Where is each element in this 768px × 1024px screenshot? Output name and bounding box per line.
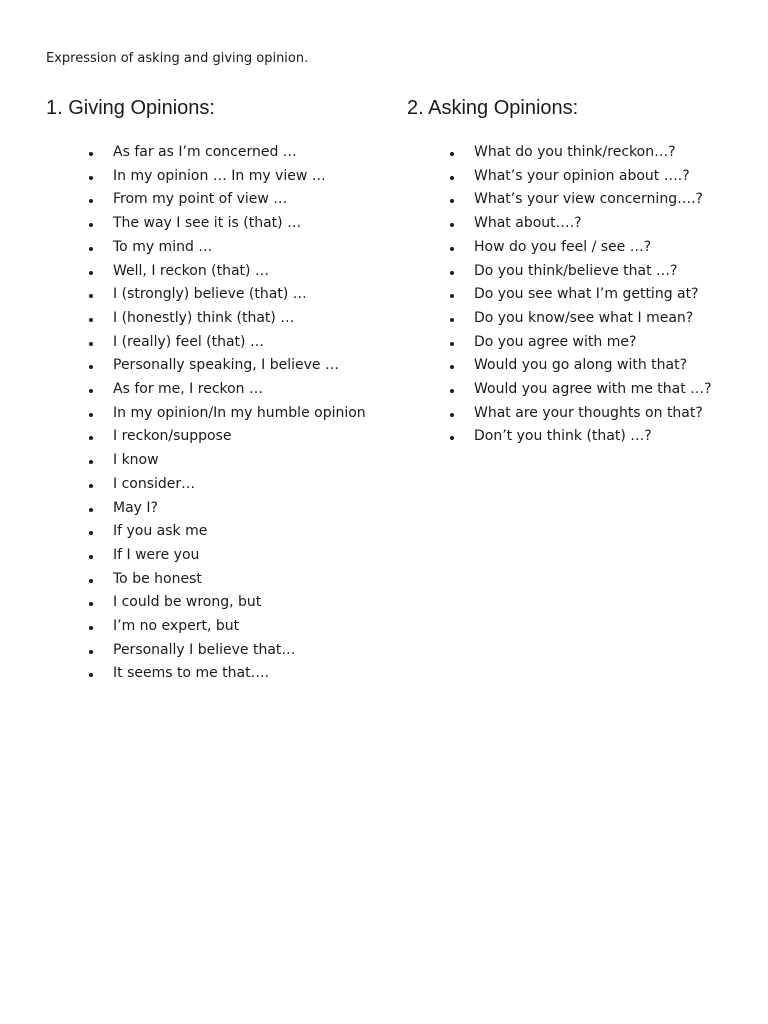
list-item xyxy=(407,378,737,402)
bullet-icon xyxy=(89,318,93,322)
list-item xyxy=(46,354,376,378)
list-item xyxy=(407,141,737,165)
bullet-icon xyxy=(89,484,93,488)
list-item-text: Well, I reckon (that) … xyxy=(113,262,269,279)
bullet-icon xyxy=(450,247,454,251)
list-item xyxy=(46,141,376,165)
list-item xyxy=(46,188,376,212)
list-item xyxy=(407,307,737,331)
bullet-icon xyxy=(89,413,93,417)
bullet-icon xyxy=(89,176,93,180)
bullet-icon xyxy=(450,223,454,227)
list-item-text: I (really) feel (that) … xyxy=(113,333,264,350)
bullet-icon xyxy=(450,199,454,203)
list-item-text: If I were you xyxy=(113,546,200,563)
list-item-text: As far as I’m concerned … xyxy=(113,144,297,160)
list-item xyxy=(46,591,376,615)
bullet-icon xyxy=(89,247,93,251)
bullet-icon xyxy=(89,436,93,440)
list-item-text: I (strongly) believe (that) … xyxy=(113,286,307,303)
list-item-text: What’s your opinion about ….? xyxy=(474,167,690,184)
list-item-text: Do you agree with me? xyxy=(474,333,637,350)
list-item-text: In my opinion … In my view … xyxy=(113,167,326,184)
bullet-icon xyxy=(450,294,454,298)
list-item-text: It seems to me that…. xyxy=(113,665,270,682)
bullet-icon xyxy=(89,294,93,298)
bullet-icon xyxy=(89,271,93,275)
bullet-icon xyxy=(89,223,93,227)
list-item-text: To my mind … xyxy=(113,238,213,255)
list-item xyxy=(46,402,376,426)
list-item-text: Would you agree with me that …? xyxy=(474,381,712,398)
list-item xyxy=(46,449,376,473)
bullet-icon xyxy=(89,365,93,369)
list-item xyxy=(407,165,737,189)
list-item-text: Do you see what I’m getting at? xyxy=(474,286,699,303)
bullet-icon xyxy=(450,436,454,440)
list-item xyxy=(46,378,376,402)
list-item-text: I (honestly) think (that) … xyxy=(113,309,295,326)
list-item xyxy=(46,425,376,449)
list-item xyxy=(46,331,376,355)
list-item xyxy=(46,639,376,663)
list-item-text: What about….? xyxy=(474,215,582,232)
asking-opinions-heading: 2. Asking Opinions: xyxy=(407,97,579,119)
list-item xyxy=(46,165,376,189)
bullet-icon xyxy=(89,555,93,559)
bullet-icon xyxy=(89,673,93,677)
bullet-icon xyxy=(89,389,93,393)
list-item xyxy=(407,283,737,307)
list-item xyxy=(407,331,737,355)
list-item-text: I know xyxy=(113,452,159,469)
list-item-text: As for me, I reckon … xyxy=(113,381,264,398)
bullet-icon xyxy=(89,602,93,606)
list-item-text: To be honest xyxy=(113,570,202,587)
bullet-icon xyxy=(450,365,454,369)
asking-opinions-section xyxy=(407,95,737,449)
list-item-text: Don’t you think (that) …? xyxy=(474,428,652,445)
bullet-icon xyxy=(450,389,454,393)
bullet-icon xyxy=(450,152,454,156)
list-item xyxy=(46,236,376,260)
asking-opinions-list xyxy=(407,141,737,449)
list-item xyxy=(407,212,737,236)
bullet-icon xyxy=(89,626,93,630)
bullet-icon xyxy=(450,271,454,275)
list-item xyxy=(407,425,737,449)
list-item-text: Do you know/see what I mean? xyxy=(474,309,694,326)
list-item-text: Personally I believe that… xyxy=(113,641,296,658)
list-item-text: Do you think/believe that …? xyxy=(474,262,678,279)
list-item xyxy=(46,568,376,592)
giving-opinions-section xyxy=(46,95,376,686)
list-item-text: What do you think/reckon…? xyxy=(474,144,676,160)
list-item xyxy=(407,236,737,260)
document-intro: Expression of asking and giving opinion. xyxy=(46,51,309,66)
bullet-icon xyxy=(450,342,454,346)
list-item-text: I could be wrong, but xyxy=(113,594,262,611)
list-item-text: The way I see it is (that) … xyxy=(113,215,302,232)
list-item xyxy=(46,473,376,497)
list-item-text: Would you go along with that? xyxy=(474,357,688,374)
list-item xyxy=(46,520,376,544)
list-item-text: May I? xyxy=(113,499,158,516)
bullet-icon xyxy=(89,342,93,346)
bullet-icon xyxy=(89,579,93,583)
list-item xyxy=(46,283,376,307)
bullet-icon xyxy=(89,199,93,203)
list-item-text: What are your thoughts on that? xyxy=(474,404,703,421)
list-item-text: I consider… xyxy=(113,475,196,492)
list-item-text: How do you feel / see …? xyxy=(474,238,652,255)
giving-opinions-heading: 1. Giving Opinions: xyxy=(46,97,215,119)
list-item xyxy=(407,402,737,426)
list-item xyxy=(46,544,376,568)
list-item-text: In my opinion/In my humble opinion xyxy=(113,404,366,421)
list-item xyxy=(407,260,737,284)
list-item xyxy=(46,497,376,521)
bullet-icon xyxy=(450,413,454,417)
list-item-text: I’m no expert, but xyxy=(113,618,240,635)
bullet-icon xyxy=(450,318,454,322)
bullet-icon xyxy=(89,650,93,654)
list-item xyxy=(46,307,376,331)
list-item-text: If you ask me xyxy=(113,523,208,540)
bullet-icon xyxy=(89,152,93,156)
list-item-text: Personally speaking, I believe … xyxy=(113,357,339,374)
list-item-text: What’s your view concerning….? xyxy=(474,191,703,208)
list-item xyxy=(46,212,376,236)
bullet-icon xyxy=(450,176,454,180)
list-item xyxy=(46,662,376,686)
list-item xyxy=(407,188,737,212)
giving-opinions-list xyxy=(46,141,376,686)
list-item xyxy=(46,615,376,639)
list-item-text: From my point of view … xyxy=(113,191,288,208)
bullet-icon xyxy=(89,531,93,535)
list-item xyxy=(407,354,737,378)
bullet-icon xyxy=(89,508,93,512)
bullet-icon xyxy=(89,460,93,464)
list-item xyxy=(46,260,376,284)
list-item-text: I reckon/suppose xyxy=(113,428,232,445)
